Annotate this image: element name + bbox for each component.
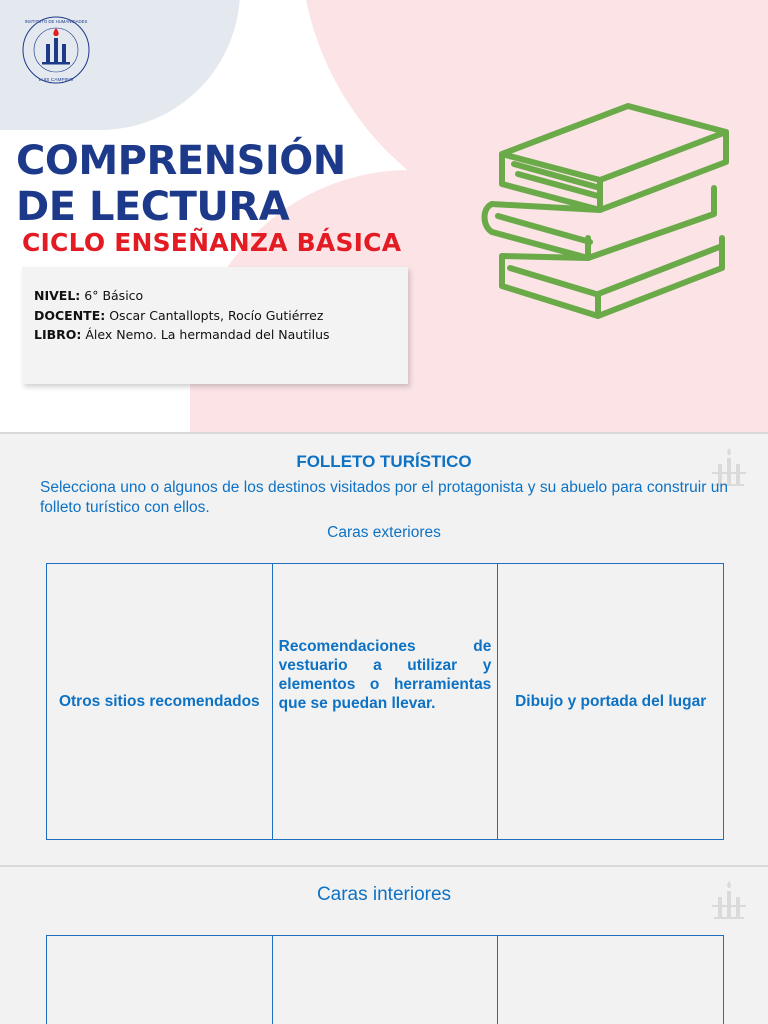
seal-ring-text-bottom: LUIS CAMPINO <box>38 78 74 83</box>
interior-caption: Caras interiores <box>316 884 452 905</box>
docente-label: DOCENTE: <box>34 307 106 323</box>
brochure-interior-table <box>46 935 724 1024</box>
course-info-box <box>22 267 408 384</box>
libro-value: Álex Nemo. La hermandad del Nautilus <box>81 327 330 342</box>
table-cell-interior-1[interactable] <box>47 936 273 1024</box>
exterior-caption: Caras exteriores <box>327 524 441 541</box>
table-row <box>47 564 724 840</box>
table-cell-other-sites[interactable]: Otros sitios recomendados <box>47 564 273 840</box>
table-cell-interior-2[interactable] <box>272 936 498 1024</box>
brochure-exterior-table <box>46 563 724 840</box>
info-libro <box>34 325 396 345</box>
title-slide <box>0 0 768 432</box>
section-heading: FOLLETO TURÍSTICO <box>296 452 472 471</box>
page-subtitle: CICLO ENSEÑANZA BÁSICA <box>22 228 402 257</box>
info-nivel <box>34 286 396 306</box>
table-cell-drawing-cover[interactable]: Dibujo y portada del lugar <box>498 564 724 840</box>
table-cell-clothing[interactable]: Recomendaciones de vestuario a utilizar y elementos o herramientas que se puedan llevar. <box>272 564 498 840</box>
table-cell-interior-3[interactable] <box>498 936 724 1024</box>
title-line-2: DE LECTURA <box>16 184 290 230</box>
instruction-text: Selecciona uno o algunos de los destinos visitados por el protagonista y su abuelo para construir un folleto turístico con ellos. <box>40 479 728 516</box>
page-title <box>16 138 346 230</box>
nivel-label: NIVEL: <box>34 288 81 303</box>
stacked-books-icon <box>478 96 738 336</box>
seal-ring-text-top: INSTITUTO DE HUMANIDADES <box>24 19 88 24</box>
libro-label: LIBRO: <box>34 327 82 342</box>
docente-value: Oscar Cantallopts, Rocío Gutiérrez <box>105 307 324 323</box>
institute-seal-icon <box>20 14 92 86</box>
brochure-interior-slide <box>0 867 768 1024</box>
table-row <box>47 936 724 1024</box>
brochure-exterior-slide <box>0 434 768 865</box>
info-docente <box>34 306 396 326</box>
nivel-value: 6° Básico <box>80 288 144 303</box>
title-line-1: COMPRENSIÓN <box>16 138 346 184</box>
